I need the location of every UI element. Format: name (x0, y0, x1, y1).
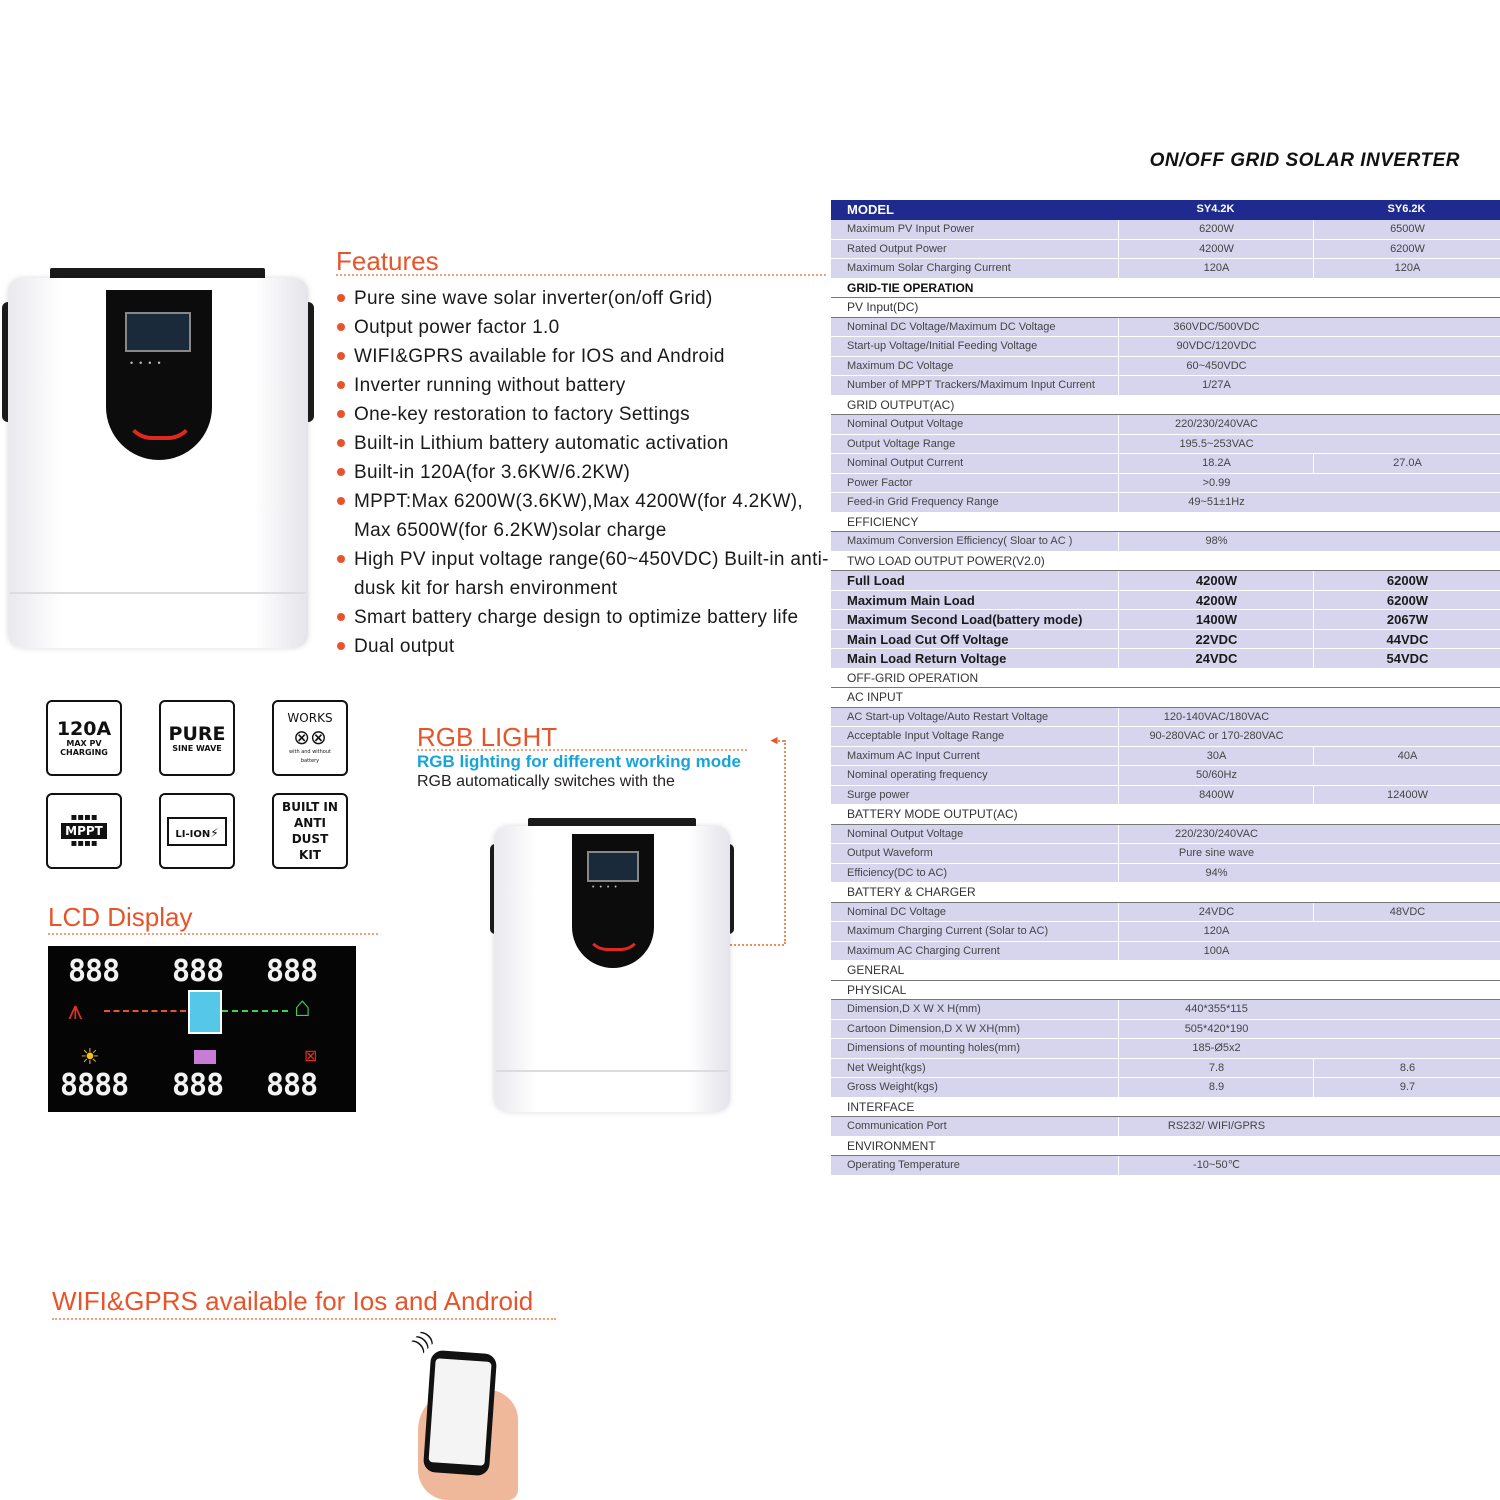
table-cell: 2067W (1313, 610, 1500, 630)
table-row (831, 610, 1500, 630)
table-cell: Output Voltage Range (847, 437, 956, 450)
table-cell: 50/60Hz (1118, 766, 1314, 786)
table-row (831, 454, 1500, 474)
features-list (336, 284, 836, 661)
feature-item: One-key restoration to factory Settings (336, 400, 836, 429)
table-row (831, 357, 1500, 377)
table-cell: 120A (1118, 922, 1314, 942)
table-row (831, 571, 1500, 591)
table-row (831, 376, 1500, 396)
table-row (831, 766, 1500, 786)
table-row (831, 1156, 1500, 1176)
table-cell: Nominal Output Voltage (847, 418, 964, 430)
table-row (831, 1000, 1500, 1020)
table-row (831, 1020, 1500, 1040)
table-cell: Maximum Conversion Efficiency( Sloar to AC ) (847, 535, 1073, 547)
table-cell: 505*420*190 (1118, 1020, 1314, 1040)
table-row (831, 337, 1500, 357)
inverter-lcd-screen (125, 312, 191, 352)
table-row (831, 1078, 1500, 1098)
table-row (831, 532, 1500, 552)
table-row (831, 1039, 1500, 1059)
table-cell: 94% (1118, 864, 1314, 884)
table-cell: 100A (1118, 942, 1314, 962)
arrow-left-icon: ◄ (768, 733, 780, 747)
table-cell: BATTERY & CHARGER (847, 885, 976, 899)
rgb-description: RGB automatically switches with the (417, 773, 675, 790)
table-section-row (831, 883, 1500, 903)
table-cell: Output Waveform (847, 847, 933, 859)
table-row (831, 864, 1500, 884)
table-cell: BATTERY MODE OUTPUT(AC) (847, 807, 1018, 821)
table-cell: 48VDC (1313, 903, 1500, 923)
feature-item: MPPT:Max 6200W(3.6KW),Max 4200W(for 4.2KW), Max 6500W(for 6.2KW)solar charge (336, 487, 836, 545)
table-cell: Nominal DC Voltage (847, 905, 947, 918)
flow-line-h (104, 1010, 186, 1012)
table-section-row (831, 688, 1500, 708)
table-cell: 54VDC (1313, 649, 1500, 669)
table-row (831, 318, 1500, 338)
wifi-signal-icon: ))) (409, 1326, 437, 1354)
feature-item: Pure sine wave solar inverter(on/off Grid) (336, 284, 836, 313)
table-section-row (831, 1098, 1500, 1118)
chip-pins-icon: ▪▪▪▪ (70, 838, 98, 849)
table-section-row (831, 961, 1500, 981)
table-cell: Maximum PV Input Power (847, 223, 975, 235)
table-cell: Acceptable Input Voltage Range (847, 730, 1005, 742)
table-cell: Number of MPPT Trackers/Maximum Input Current (847, 379, 1095, 391)
table-row (831, 708, 1500, 728)
table-cell: Nominal Output Current (847, 457, 964, 469)
table-cell: 9.7 (1313, 1078, 1500, 1098)
table-cell: GENERAL (847, 963, 905, 977)
badge-anti-dust-kit: BUILT IN ANTI DUST KIT (272, 793, 348, 869)
table-cell: 6200W (1118, 220, 1314, 240)
battery-icon: ⊗⊗ (293, 725, 327, 749)
table-cell: 195.5~253VAC (1118, 435, 1314, 455)
table-cell: AC INPUT (847, 690, 904, 704)
table-cell: GRID-TIE OPERATION (847, 280, 974, 295)
lcd-top-left-digits: 888 (68, 954, 120, 989)
table-row (831, 649, 1500, 669)
connector-line-vertical (784, 740, 786, 944)
table-section-row (831, 669, 1500, 689)
table-cell: Surge power (847, 788, 910, 801)
table-cell: 98% (1118, 532, 1314, 552)
table-cell: 1400W (1118, 610, 1314, 630)
table-section-row (831, 298, 1500, 318)
table-row (831, 747, 1500, 767)
table-cell: Maximum Main Load (847, 592, 975, 608)
rgb-divider (417, 749, 747, 751)
table-cell: 7.8 (1118, 1059, 1314, 1079)
wifi-title: WIFI&GPRS available for Ios and Android (52, 1286, 534, 1316)
table-cell: 24VDC (1118, 903, 1314, 923)
table-row (831, 220, 1500, 240)
table-cell: Cartoon Dimension,D X W XH(mm) (847, 1022, 1020, 1035)
table-cell: 120A (1313, 259, 1500, 279)
table-row (831, 786, 1500, 806)
table-row (831, 259, 1500, 279)
spec-sheet-title: ON/OFF GRID SOLAR INVERTER (1149, 150, 1460, 171)
table-cell: Pure sine wave (1118, 844, 1314, 864)
table-section-row (831, 279, 1500, 299)
feature-item: High PV input voltage range(60~450VDC) Built-in anti-dusk kit for harsh environment (336, 545, 836, 603)
lcd-bottom-left-digits: 8888 (60, 1068, 129, 1103)
table-cell: GRID OUTPUT(AC) (847, 397, 955, 412)
rgb-subtitle: RGB lighting for different working mode (417, 752, 741, 771)
feature-item: Inverter running without battery (336, 371, 836, 400)
table-cell: 6200W (1313, 240, 1500, 260)
flow-line-h2 (222, 1010, 288, 1012)
table-cell: Nominal DC Voltage/Maximum DC Voltage (847, 320, 1056, 333)
table-section-row (831, 805, 1500, 825)
solar-panel-icon: ☀ (80, 1044, 100, 1069)
table-header-row: MODEL SY4.2K SY6.2K (831, 200, 1500, 220)
table-cell: 24VDC (1118, 649, 1314, 669)
lcd-top-right-digits: 888 (266, 954, 318, 989)
table-cell: Maximum AC Charging Current (847, 944, 1000, 957)
table-cell: 1/27A (1118, 376, 1314, 396)
grid-tower-icon: ⩚ (68, 995, 83, 1025)
table-row (831, 630, 1500, 650)
table-cell: PV Input(DC) (847, 300, 919, 314)
table-cell: TWO LOAD OUTPUT POWER(V2.0) (847, 553, 1045, 568)
table-cell: RS232/ WIFI/GPRS (1118, 1117, 1314, 1137)
table-cell: Operating Temperature (847, 1159, 960, 1171)
table-cell: 4200W (1118, 240, 1314, 260)
features-title: Features (336, 246, 439, 276)
badge-pure-sine-wave: PURE SINE WAVE (159, 700, 235, 776)
table-cell: Dimensions of mounting holes(mm) (847, 1042, 1021, 1054)
table-row (831, 591, 1500, 611)
table-cell: 40A (1313, 747, 1500, 767)
chip-pins-icon: ▪▪▪▪ (70, 812, 98, 823)
table-cell: Net Weight(kgs) (847, 1061, 926, 1074)
badge-li-ion (159, 793, 235, 869)
smartphone-image (423, 1350, 497, 1476)
lcd-display-image (48, 946, 356, 1112)
table-row (831, 415, 1500, 435)
load-icon: ⊠ (304, 1048, 318, 1065)
table-cell: 120-140VAC/180VAC (1118, 708, 1314, 728)
table-cell: AC Start-up Voltage/Auto Restart Voltage (847, 710, 1049, 723)
table-cell: 4200W (1118, 591, 1314, 611)
table-cell: 4200W (1118, 571, 1314, 591)
table-row (831, 493, 1500, 513)
home-icon: ⌂ (294, 991, 311, 1022)
table-cell: 30A (1118, 747, 1314, 767)
table-row (831, 727, 1500, 747)
table-row (831, 942, 1500, 962)
table-cell: Maximum DC Voltage (847, 359, 954, 372)
features-divider (336, 274, 826, 276)
feature-item: WIFI&GPRS available for IOS and Android (336, 342, 836, 371)
table-cell: Rated Output Power (847, 242, 947, 255)
table-section-row (831, 513, 1500, 533)
table-cell: 90VDC/120VDC (1118, 337, 1314, 357)
table-cell: ENVIRONMENT (847, 1138, 936, 1153)
table-cell: 6200W (1313, 571, 1500, 591)
table-cell: 27.0A (1313, 454, 1500, 474)
table-cell: Maximum AC Input Current (847, 749, 980, 762)
table-cell: 220/230/240VAC (1118, 825, 1314, 845)
inverter-block-icon (188, 990, 222, 1034)
table-cell: -10~50℃ (1118, 1156, 1314, 1176)
table-cell: 440*355*115 (1118, 1000, 1314, 1020)
battery-lcd-icon (194, 1050, 216, 1064)
table-section-row (831, 981, 1500, 1001)
table-cell: Main Load Cut Off Voltage (847, 631, 1009, 647)
lcd-bottom-mid-digits: 888 (172, 1068, 224, 1103)
table-cell: 185-Ø5x2 (1118, 1039, 1314, 1059)
table-cell: 8400W (1118, 786, 1314, 806)
inverter-rgb-image: •••• (488, 814, 738, 1114)
table-row (831, 435, 1500, 455)
wifi-divider (52, 1318, 556, 1320)
feature-item: Output power factor 1.0 (336, 313, 836, 342)
table-cell: 8.9 (1118, 1078, 1314, 1098)
table-row (831, 1117, 1500, 1137)
table-cell: 6500W (1313, 220, 1500, 240)
table-cell: 90-280VAC or 170-280VAC (1118, 727, 1314, 747)
table-cell: Maximum Charging Current (Solar to AC) (847, 925, 1049, 937)
table-cell: Dimension,D X W X H(mm) (847, 1003, 981, 1015)
table-row (831, 825, 1500, 845)
feature-item: Smart battery charge design to optimize battery life (336, 603, 836, 632)
table-cell: EFFICIENCY (847, 514, 919, 529)
lcd-top-mid-digits: 888 (172, 954, 224, 989)
table-row (831, 903, 1500, 923)
table-cell: 60~450VDC (1118, 357, 1314, 377)
table-row (831, 922, 1500, 942)
badge-120a-charging: 120A MAX PV CHARGING (46, 700, 122, 776)
li-ion-battery-icon: LI-ION⚡ (167, 817, 226, 846)
lcd-title: LCD Display (48, 902, 193, 932)
feature-item: Built-in 120A(for 3.6KW/6.2KW) (336, 458, 836, 487)
badge-works-battery: WORKS ⊗⊗ with and without battery (272, 700, 348, 776)
table-cell: OFF-GRID OPERATION (847, 670, 979, 685)
table-cell: Nominal operating frequency (847, 769, 988, 781)
table-cell: 22VDC (1118, 630, 1314, 650)
table-row (831, 240, 1500, 260)
lcd-divider (48, 933, 378, 935)
table-cell: 49~51±1Hz (1118, 493, 1314, 513)
table-cell: INTERFACE (847, 1099, 915, 1114)
spec-table (831, 200, 1500, 1176)
table-cell: Full Load (847, 573, 905, 588)
inverter-product-image: •••• (0, 262, 320, 662)
table-cell: 360VDC/500VDC (1118, 318, 1314, 338)
table-cell: 6200W (1313, 591, 1500, 611)
table-cell: Efficiency(DC to AC) (847, 866, 948, 879)
table-row (831, 474, 1500, 494)
table-cell: 18.2A (1118, 454, 1314, 474)
table-section-row (831, 552, 1500, 572)
feature-item: Built-in Lithium battery automatic activation (336, 429, 836, 458)
feature-item: Dual output (336, 632, 836, 661)
table-cell: Power Factor (847, 476, 913, 489)
lcd-bottom-right-digits: 888 (266, 1068, 318, 1103)
table-cell: Main Load Return Voltage (847, 651, 1007, 666)
table-cell: 220/230/240VAC (1118, 415, 1314, 435)
table-cell: 8.6 (1313, 1059, 1500, 1079)
table-cell: 12400W (1313, 786, 1500, 806)
table-section-row (831, 396, 1500, 416)
table-cell: Gross Weight(kgs) (847, 1081, 938, 1093)
table-cell: Nominal Output Voltage (847, 827, 964, 840)
table-cell: 120A (1118, 259, 1314, 279)
table-cell: Start-up Voltage/Initial Feeding Voltage (847, 340, 1038, 352)
table-cell: 44VDC (1313, 630, 1500, 650)
badge-mppt: ▪▪▪▪ MPPT ▪▪▪▪ (46, 793, 122, 869)
rgb-title: RGB LIGHT (417, 722, 558, 752)
table-cell: Maximum Solar Charging Current (847, 262, 1011, 274)
table-cell: Communication Port (847, 1120, 947, 1132)
table-cell: Maximum Second Load(battery mode) (847, 612, 1083, 627)
table-section-row (831, 1137, 1500, 1157)
table-row (831, 844, 1500, 864)
table-row (831, 1059, 1500, 1079)
table-cell: >0.99 (1118, 474, 1314, 494)
table-cell: Feed-in Grid Frequency Range (847, 496, 999, 508)
table-cell: PHYSICAL (847, 982, 907, 997)
